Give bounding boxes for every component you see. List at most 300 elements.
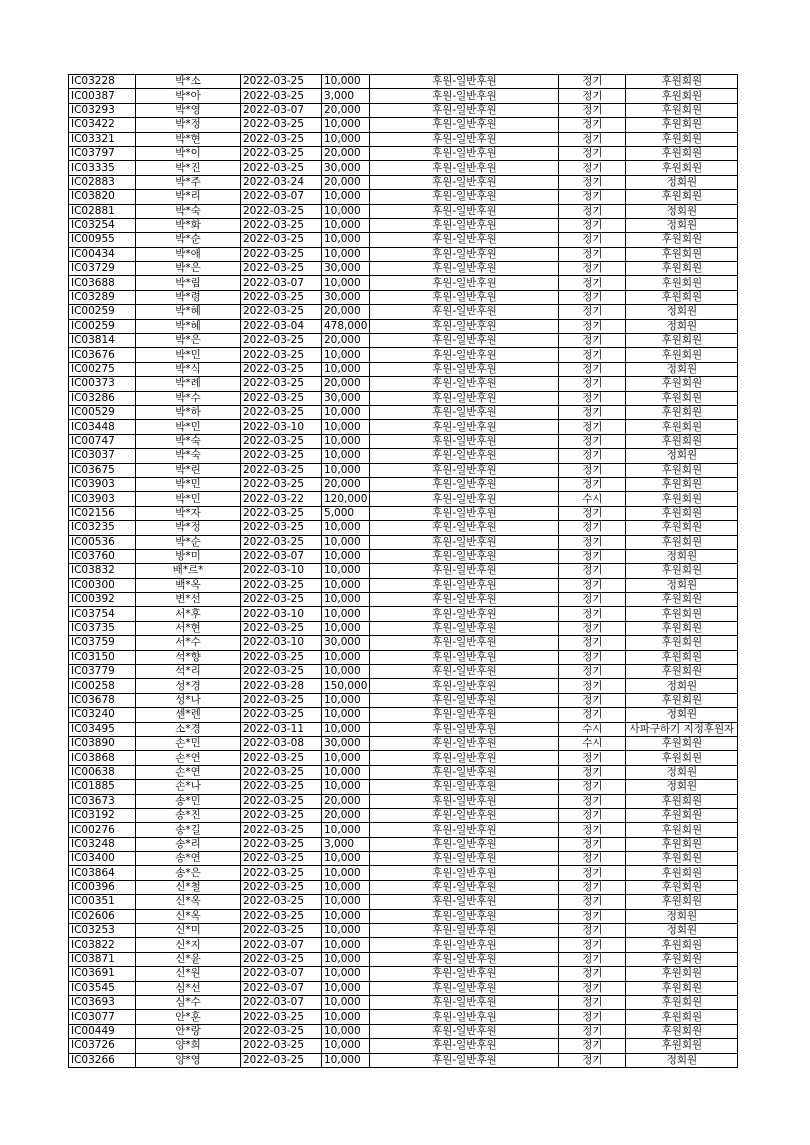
member-name-cell: 박*화 xyxy=(136,218,241,232)
table-row xyxy=(69,521,738,535)
amount-cell: 10,000 xyxy=(322,593,370,607)
date-cell: 2022-03-25 xyxy=(241,477,322,491)
cycle-cell: 정기 xyxy=(559,621,626,635)
member-grade-cell: 후원회원 xyxy=(626,880,738,894)
member-grade-cell: 후원회원 xyxy=(626,1024,738,1038)
member-name-cell: 손*연 xyxy=(136,751,241,765)
donation-type-cell: 후원-일반후원 xyxy=(370,765,559,779)
cycle-cell: 정기 xyxy=(559,175,626,189)
donation-type-cell: 후원-일반후원 xyxy=(370,89,559,103)
member-grade-cell: 후원회원 xyxy=(626,420,738,434)
member-name-cell: 신*윤 xyxy=(136,952,241,966)
table-row xyxy=(69,751,738,765)
amount-cell: 30,000 xyxy=(322,262,370,276)
member-name-cell: 박*식 xyxy=(136,362,241,376)
amount-cell: 10,000 xyxy=(322,665,370,679)
table-row xyxy=(69,665,738,679)
date-cell: 2022-03-25 xyxy=(241,621,322,635)
donation-type-cell: 후원-일반후원 xyxy=(370,262,559,276)
member-grade-cell: 후원회원 xyxy=(626,981,738,995)
amount-cell: 10,000 xyxy=(322,924,370,938)
table-row xyxy=(69,967,738,981)
donation-type-cell: 후원-일반후원 xyxy=(370,636,559,650)
member-id-cell: IC03903 xyxy=(69,477,136,491)
amount-cell: 10,000 xyxy=(322,233,370,247)
member-id-cell: IC00529 xyxy=(69,405,136,419)
member-name-cell: 박*정 xyxy=(136,118,241,132)
amount-cell: 10,000 xyxy=(322,434,370,448)
amount-cell: 10,000 xyxy=(322,895,370,909)
date-cell: 2022-03-25 xyxy=(241,866,322,880)
date-cell: 2022-03-25 xyxy=(241,391,322,405)
member-id-cell: IC00351 xyxy=(69,895,136,909)
table-row xyxy=(69,981,738,995)
member-name-cell: 송*리 xyxy=(136,837,241,851)
cycle-cell: 정기 xyxy=(559,1024,626,1038)
donation-type-cell: 후원-일반후원 xyxy=(370,492,559,506)
member-grade-cell: 후원회원 xyxy=(626,693,738,707)
table-row xyxy=(69,161,738,175)
donation-type-cell: 후원-일반후원 xyxy=(370,175,559,189)
table-row xyxy=(69,405,738,419)
member-id-cell: IC00373 xyxy=(69,377,136,391)
donation-type-cell: 후원-일반후원 xyxy=(370,607,559,621)
cycle-cell: 정기 xyxy=(559,636,626,650)
member-id-cell: IC03266 xyxy=(69,1053,136,1067)
member-name-cell: 박*아 xyxy=(136,89,241,103)
member-grade-cell: 후원회원 xyxy=(626,118,738,132)
cycle-cell: 정기 xyxy=(559,549,626,563)
table-row xyxy=(69,1024,738,1038)
amount-cell: 10,000 xyxy=(322,75,370,89)
donation-type-cell: 후원-일반후원 xyxy=(370,938,559,952)
member-id-cell: IC03814 xyxy=(69,334,136,348)
member-name-cell: 송*진 xyxy=(136,808,241,822)
table-row xyxy=(69,391,738,405)
cycle-cell: 정기 xyxy=(559,218,626,232)
donation-type-cell: 후원-일반후원 xyxy=(370,981,559,995)
amount-cell: 10,000 xyxy=(322,535,370,549)
table-row xyxy=(69,808,738,822)
donation-type-cell: 후원-일반후원 xyxy=(370,650,559,664)
donation-table-body xyxy=(69,75,738,1068)
table-row xyxy=(69,866,738,880)
amount-cell: 10,000 xyxy=(322,952,370,966)
date-cell: 2022-03-07 xyxy=(241,981,322,995)
member-id-cell: IC03321 xyxy=(69,132,136,146)
member-grade-cell: 정회원 xyxy=(626,449,738,463)
cycle-cell: 정기 xyxy=(559,305,626,319)
member-grade-cell: 후원회원 xyxy=(626,736,738,750)
cycle-cell: 정기 xyxy=(559,276,626,290)
cycle-cell: 정기 xyxy=(559,909,626,923)
member-id-cell: IC03693 xyxy=(69,996,136,1010)
member-grade-cell: 정회원 xyxy=(626,765,738,779)
member-name-cell: 박*순 xyxy=(136,535,241,549)
member-id-cell: IC03077 xyxy=(69,1010,136,1024)
date-cell: 2022-03-25 xyxy=(241,521,322,535)
member-name-cell: 안*랑 xyxy=(136,1024,241,1038)
cycle-cell: 정기 xyxy=(559,391,626,405)
table-row xyxy=(69,636,738,650)
member-id-cell: IC00300 xyxy=(69,578,136,592)
amount-cell: 20,000 xyxy=(322,808,370,822)
member-name-cell: 박*순 xyxy=(136,233,241,247)
table-row xyxy=(69,204,738,218)
amount-cell: 20,000 xyxy=(322,175,370,189)
date-cell: 2022-03-25 xyxy=(241,204,322,218)
member-name-cell: 안*훈 xyxy=(136,1010,241,1024)
cycle-cell: 정기 xyxy=(559,1053,626,1067)
member-name-cell: 박*혜 xyxy=(136,319,241,333)
amount-cell: 3,000 xyxy=(322,837,370,851)
amount-cell: 10,000 xyxy=(322,866,370,880)
member-id-cell: IC03688 xyxy=(69,276,136,290)
member-id-cell: IC03545 xyxy=(69,981,136,995)
cycle-cell: 정기 xyxy=(559,233,626,247)
member-grade-cell: 후원회원 xyxy=(626,190,738,204)
cycle-cell: 정기 xyxy=(559,506,626,520)
member-grade-cell: 정회원 xyxy=(626,218,738,232)
date-cell: 2022-03-25 xyxy=(241,218,322,232)
cycle-cell: 정기 xyxy=(559,924,626,938)
member-name-cell: 심*수 xyxy=(136,996,241,1010)
cycle-cell: 정기 xyxy=(559,535,626,549)
member-name-cell: 박*혜 xyxy=(136,305,241,319)
member-id-cell: IC01885 xyxy=(69,780,136,794)
table-row xyxy=(69,233,738,247)
member-name-cell: 박*영 xyxy=(136,103,241,117)
cycle-cell: 정기 xyxy=(559,75,626,89)
amount-cell: 10,000 xyxy=(322,1053,370,1067)
donation-type-cell: 후원-일반후원 xyxy=(370,708,559,722)
member-name-cell: 센*렌 xyxy=(136,708,241,722)
date-cell: 2022-03-25 xyxy=(241,578,322,592)
amount-cell: 20,000 xyxy=(322,477,370,491)
donation-type-cell: 후원-일반후원 xyxy=(370,679,559,693)
cycle-cell: 정기 xyxy=(559,89,626,103)
donation-type-cell: 후원-일반후원 xyxy=(370,434,559,448)
date-cell: 2022-03-25 xyxy=(241,290,322,304)
cycle-cell: 정기 xyxy=(559,103,626,117)
table-row xyxy=(69,535,738,549)
date-cell: 2022-03-25 xyxy=(241,765,322,779)
member-id-cell: IC03335 xyxy=(69,161,136,175)
date-cell: 2022-03-11 xyxy=(241,722,322,736)
donation-type-cell: 후원-일반후원 xyxy=(370,506,559,520)
table-row xyxy=(69,89,738,103)
amount-cell: 10,000 xyxy=(322,218,370,232)
table-row xyxy=(69,290,738,304)
member-name-cell: 소*경 xyxy=(136,722,241,736)
member-name-cell: 신*옥 xyxy=(136,895,241,909)
date-cell: 2022-03-25 xyxy=(241,1039,322,1053)
donation-type-cell: 후원-일반후원 xyxy=(370,190,559,204)
donation-type-cell: 후원-일반후원 xyxy=(370,808,559,822)
member-id-cell: IC00955 xyxy=(69,233,136,247)
cycle-cell: 정기 xyxy=(559,477,626,491)
amount-cell: 10,000 xyxy=(322,247,370,261)
member-name-cell: 박*린 xyxy=(136,463,241,477)
member-grade-cell: 정회원 xyxy=(626,319,738,333)
member-name-cell: 박*하 xyxy=(136,405,241,419)
member-id-cell: IC00258 xyxy=(69,679,136,693)
member-id-cell: IC03192 xyxy=(69,808,136,822)
table-row xyxy=(69,996,738,1010)
date-cell: 2022-03-07 xyxy=(241,938,322,952)
member-name-cell: 박*은 xyxy=(136,334,241,348)
member-grade-cell: 후원회원 xyxy=(626,535,738,549)
amount-cell: 10,000 xyxy=(322,852,370,866)
donation-type-cell: 후원-일반후원 xyxy=(370,521,559,535)
member-grade-cell: 후원회원 xyxy=(626,967,738,981)
cycle-cell: 정기 xyxy=(559,938,626,952)
date-cell: 2022-03-25 xyxy=(241,1010,322,1024)
date-cell: 2022-03-25 xyxy=(241,880,322,894)
table-row xyxy=(69,578,738,592)
cycle-cell: 정기 xyxy=(559,650,626,664)
amount-cell: 10,000 xyxy=(322,621,370,635)
member-id-cell: IC03400 xyxy=(69,852,136,866)
member-grade-cell: 후원회원 xyxy=(626,334,738,348)
member-grade-cell: 후원회원 xyxy=(626,521,738,535)
date-cell: 2022-03-07 xyxy=(241,967,322,981)
date-cell: 2022-03-25 xyxy=(241,506,322,520)
member-id-cell: IC00747 xyxy=(69,434,136,448)
donation-type-cell: 후원-일반후원 xyxy=(370,722,559,736)
date-cell: 2022-03-25 xyxy=(241,535,322,549)
member-grade-cell: 후원회원 xyxy=(626,866,738,880)
amount-cell: 10,000 xyxy=(322,607,370,621)
member-grade-cell: 후원회원 xyxy=(626,103,738,117)
date-cell: 2022-03-25 xyxy=(241,751,322,765)
cycle-cell: 정기 xyxy=(559,146,626,160)
donation-type-cell: 후원-일반후원 xyxy=(370,621,559,635)
donation-type-cell: 후원-일반후원 xyxy=(370,823,559,837)
member-id-cell: IC00392 xyxy=(69,593,136,607)
donation-type-cell: 후원-일반후원 xyxy=(370,161,559,175)
amount-cell: 20,000 xyxy=(322,305,370,319)
member-grade-cell: 정회원 xyxy=(626,924,738,938)
cycle-cell: 정기 xyxy=(559,895,626,909)
member-id-cell: IC00259 xyxy=(69,305,136,319)
member-id-cell: IC03240 xyxy=(69,708,136,722)
member-name-cell: 박*령 xyxy=(136,290,241,304)
member-name-cell: 신*원 xyxy=(136,967,241,981)
member-id-cell: IC03871 xyxy=(69,952,136,966)
member-grade-cell: 후원회원 xyxy=(626,751,738,765)
date-cell: 2022-03-25 xyxy=(241,118,322,132)
cycle-cell: 정기 xyxy=(559,708,626,722)
amount-cell: 10,000 xyxy=(322,521,370,535)
member-id-cell: IC03253 xyxy=(69,924,136,938)
donation-type-cell: 후원-일반후원 xyxy=(370,693,559,707)
member-id-cell: IC03673 xyxy=(69,794,136,808)
member-name-cell: 손*나 xyxy=(136,780,241,794)
member-grade-cell: 정회원 xyxy=(626,204,738,218)
date-cell: 2022-03-25 xyxy=(241,837,322,851)
donation-type-cell: 후원-일반후원 xyxy=(370,420,559,434)
member-grade-cell: 정회원 xyxy=(626,1053,738,1067)
member-name-cell: 박*자 xyxy=(136,506,241,520)
donation-type-cell: 후원-일반후원 xyxy=(370,348,559,362)
donation-type-cell: 후원-일반후원 xyxy=(370,305,559,319)
amount-cell: 10,000 xyxy=(322,420,370,434)
table-row xyxy=(69,218,738,232)
date-cell: 2022-03-25 xyxy=(241,377,322,391)
member-grade-cell: 후원회원 xyxy=(626,348,738,362)
member-grade-cell: 정회원 xyxy=(626,362,738,376)
cycle-cell: 정기 xyxy=(559,377,626,391)
date-cell: 2022-03-25 xyxy=(241,247,322,261)
cycle-cell: 정기 xyxy=(559,204,626,218)
member-grade-cell: 후원회원 xyxy=(626,837,738,851)
date-cell: 2022-03-25 xyxy=(241,952,322,966)
member-id-cell: IC03691 xyxy=(69,967,136,981)
table-row xyxy=(69,477,738,491)
donation-type-cell: 후원-일반후원 xyxy=(370,449,559,463)
amount-cell: 10,000 xyxy=(322,780,370,794)
amount-cell: 30,000 xyxy=(322,391,370,405)
member-name-cell: 양*희 xyxy=(136,1039,241,1053)
table-row xyxy=(69,190,738,204)
table-row xyxy=(69,952,738,966)
cycle-cell: 정기 xyxy=(559,751,626,765)
donation-type-cell: 후원-일반후원 xyxy=(370,578,559,592)
amount-cell: 30,000 xyxy=(322,636,370,650)
member-grade-cell: 후원회원 xyxy=(626,262,738,276)
member-id-cell: IC03890 xyxy=(69,736,136,750)
cycle-cell: 정기 xyxy=(559,290,626,304)
member-name-cell: 박*민 xyxy=(136,420,241,434)
donation-type-cell: 후원-일반후원 xyxy=(370,290,559,304)
cycle-cell: 정기 xyxy=(559,405,626,419)
donation-type-cell: 후원-일반후원 xyxy=(370,952,559,966)
donation-type-cell: 후원-일반후원 xyxy=(370,463,559,477)
date-cell: 2022-03-25 xyxy=(241,89,322,103)
table-row xyxy=(69,1039,738,1053)
member-grade-cell: 후원회원 xyxy=(626,161,738,175)
date-cell: 2022-03-25 xyxy=(241,161,322,175)
member-id-cell: IC03735 xyxy=(69,621,136,635)
member-grade-cell: 후원회원 xyxy=(626,665,738,679)
member-grade-cell: 정회원 xyxy=(626,305,738,319)
member-grade-cell: 후원회원 xyxy=(626,564,738,578)
member-id-cell: IC02883 xyxy=(69,175,136,189)
cycle-cell: 정기 xyxy=(559,190,626,204)
donation-type-cell: 후원-일반후원 xyxy=(370,1024,559,1038)
member-name-cell: 송*연 xyxy=(136,852,241,866)
member-id-cell: IC00275 xyxy=(69,362,136,376)
member-id-cell: IC00536 xyxy=(69,535,136,549)
date-cell: 2022-03-07 xyxy=(241,103,322,117)
date-cell: 2022-03-07 xyxy=(241,549,322,563)
member-name-cell: 송*길 xyxy=(136,823,241,837)
table-row xyxy=(69,1010,738,1024)
cycle-cell: 정기 xyxy=(559,996,626,1010)
amount-cell: 10,000 xyxy=(322,708,370,722)
member-name-cell: 신*옥 xyxy=(136,909,241,923)
donation-type-cell: 후원-일반후원 xyxy=(370,996,559,1010)
member-grade-cell: 후원회원 xyxy=(626,506,738,520)
table-row xyxy=(69,506,738,520)
cycle-cell: 정기 xyxy=(559,578,626,592)
member-name-cell: 박*숙 xyxy=(136,204,241,218)
cycle-cell: 정기 xyxy=(559,765,626,779)
date-cell: 2022-03-28 xyxy=(241,679,322,693)
date-cell: 2022-03-25 xyxy=(241,146,322,160)
member-name-cell: 박*애 xyxy=(136,247,241,261)
donation-type-cell: 후원-일반후원 xyxy=(370,75,559,89)
donation-type-cell: 후원-일반후원 xyxy=(370,564,559,578)
table-row xyxy=(69,924,738,938)
member-id-cell: IC03289 xyxy=(69,290,136,304)
date-cell: 2022-03-25 xyxy=(241,434,322,448)
table-row xyxy=(69,262,738,276)
member-id-cell: IC03286 xyxy=(69,391,136,405)
amount-cell: 3,000 xyxy=(322,89,370,103)
table-row xyxy=(69,895,738,909)
member-id-cell: IC03832 xyxy=(69,564,136,578)
amount-cell: 10,000 xyxy=(322,405,370,419)
cycle-cell: 정기 xyxy=(559,1039,626,1053)
donation-type-cell: 후원-일반후원 xyxy=(370,837,559,851)
member-name-cell: 송*은 xyxy=(136,866,241,880)
table-row xyxy=(69,736,738,750)
member-id-cell: IC03495 xyxy=(69,722,136,736)
date-cell: 2022-03-25 xyxy=(241,823,322,837)
date-cell: 2022-03-24 xyxy=(241,175,322,189)
amount-cell: 10,000 xyxy=(322,132,370,146)
member-name-cell: 백*옥 xyxy=(136,578,241,592)
cycle-cell: 정기 xyxy=(559,449,626,463)
date-cell: 2022-03-25 xyxy=(241,924,322,938)
donation-type-cell: 후원-일반후원 xyxy=(370,477,559,491)
member-name-cell: 박*민 xyxy=(136,477,241,491)
member-id-cell: IC03678 xyxy=(69,693,136,707)
cycle-cell: 정기 xyxy=(559,880,626,894)
donation-type-cell: 후원-일반후원 xyxy=(370,880,559,894)
cycle-cell: 정기 xyxy=(559,262,626,276)
member-id-cell: IC03797 xyxy=(69,146,136,160)
donation-type-cell: 후원-일반후원 xyxy=(370,780,559,794)
donation-type-cell: 후원-일반후원 xyxy=(370,218,559,232)
date-cell: 2022-03-25 xyxy=(241,362,322,376)
amount-cell: 20,000 xyxy=(322,103,370,117)
member-name-cell: 박*정 xyxy=(136,521,241,535)
date-cell: 2022-03-25 xyxy=(241,693,322,707)
member-grade-cell: 정회원 xyxy=(626,909,738,923)
member-name-cell: 박*숙 xyxy=(136,434,241,448)
date-cell: 2022-03-25 xyxy=(241,262,322,276)
cycle-cell: 정기 xyxy=(559,823,626,837)
member-grade-cell: 후원회원 xyxy=(626,1010,738,1024)
amount-cell: 478,000 xyxy=(322,319,370,333)
member-id-cell: IC03729 xyxy=(69,262,136,276)
date-cell: 2022-03-10 xyxy=(241,607,322,621)
member-name-cell: 박*이 xyxy=(136,146,241,160)
member-grade-cell: 정회원 xyxy=(626,708,738,722)
date-cell: 2022-03-25 xyxy=(241,463,322,477)
member-grade-cell: 정회원 xyxy=(626,549,738,563)
member-id-cell: IC00387 xyxy=(69,89,136,103)
date-cell: 2022-03-25 xyxy=(241,132,322,146)
amount-cell: 20,000 xyxy=(322,146,370,160)
member-grade-cell: 후원회원 xyxy=(626,607,738,621)
amount-cell: 10,000 xyxy=(322,938,370,952)
cycle-cell: 수시 xyxy=(559,492,626,506)
cycle-cell: 정기 xyxy=(559,780,626,794)
